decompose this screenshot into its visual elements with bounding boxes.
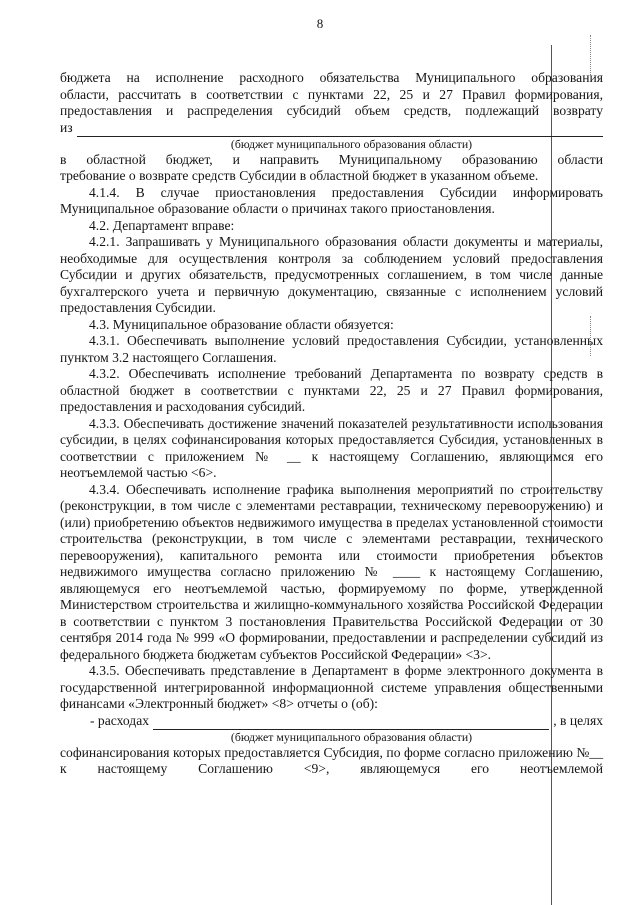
paragraph-line: бюджета на исполнение расходного обязательства Муниципального образования — [60, 70, 603, 85]
clause-4-3: 4.3. Муниципальное образование области обязуется: — [89, 316, 394, 332]
document-body — [60, 70, 603, 778]
paragraph-line: предоставления и распределения субсидий объем средств, подлежащий возврату — [60, 103, 603, 118]
clause-4-2: 4.2. Департамент вправе: — [89, 217, 235, 233]
from-word: из — [60, 120, 73, 135]
paragraph-line: софинансирования которых предоставляется Субсидия, по форме согласно приложению №__ к настоящему Соглашению <9>, являющемуся его неотъемлемой — [60, 744, 603, 776]
expenses-label: - расходах — [90, 713, 150, 728]
clause-4-2-1: 4.2.1. Запрашивать у Муниципального образования области документы и материалы, необходимые для осуществления контроля за соблюдением условий предоставления Субсидии и других обязательств, предусмотренных соглашением, в том числе данные бухгалтерского учета и первичную документацию, связанные с исполнением условий предоставления Субсидии. — [60, 234, 603, 315]
fill-in-line — [60, 120, 603, 137]
page-number: 8 — [316, 16, 324, 31]
clause-4-1-4: 4.1.4. В случае приостановления предоставления Субсидии информировать Муниципальное образование области о причинах такого приостановления. — [60, 184, 603, 216]
clause-4-3-2: 4.3.2. Обеспечивать исполнение требований Департамента по возврату средств в областной бюджет в соответствии с пунктами 22, 25 и 27 Правил формирования, предоставления и расходования субсидий. — [60, 366, 603, 414]
paragraph-line: области, рассчитать в соответствии с пунктами 22, 25 и 27 Правил формирования, — [60, 86, 603, 102]
blank-field — [77, 123, 603, 137]
scan-dot-mark — [590, 35, 593, 75]
paragraph-line: требование о возврате средств Субсидии в областной бюджет в указанном объеме. — [60, 168, 539, 183]
paragraph-line: в областной бюджет, и направить Муниципальному образованию области — [60, 151, 603, 167]
field-caption: (бюджет муниципального образования области) — [230, 729, 473, 744]
field-caption: (бюджет муниципального образования области) — [230, 136, 473, 151]
expenses-fill-line — [60, 713, 603, 730]
blank-field — [153, 716, 549, 730]
clause-4-3-1: 4.3.1. Обеспечивать выполнение условий предоставления Субсидии, установленных пунктом 3.2 настоящего Соглашения. — [60, 333, 603, 365]
clause-4-3-3: 4.3.3. Обеспечивать достижение значений показателей результативности использования субсидии, в целях софинансирования которых предоставляется Субсидия, установленных в соответствии с приложением № __ к настоящему Соглашению, являющимся его неотъемлемой частью <6>. — [60, 415, 603, 480]
expenses-tail: , в целях — [553, 713, 603, 728]
clause-4-3-5: 4.3.5. Обеспечивать представление в Департамент в форме электронного документа в государственной интегрированной информационной системе управления общественными финансами «Электронный бюджет» <8> отчеты о (об): — [60, 663, 603, 711]
clause-4-3-4: 4.3.4. Обеспечивать исполнение графика выполнения мероприятий по строительству (реконструкции, в том числе с элементами реставрации, техническому перевооружению) и (или) приобретению объектов недвижимого имущества в пределах установленной стоимости строительства (реконструкции, в том числе с элементами реставрации, технического перевооружения), капитального ремонта или стоимости приобретения объектов недвижимого имущества согласно приложению № ____ к настоящему Соглашению, являющемуся его неотъемлемой частью, формируемому по форме, утвержденной Министерством строительства и жилищно-коммунального хозяйства Российской Федерации в соответствии с пунктом 3 постановления Правительства Российской Федерации от 30 сентября 2014 года № 999 «О формировании, предоставлении и распределении субсидий из федерального бюджета бюджетам субъектов Российской Федерации» <3>. — [60, 481, 603, 662]
